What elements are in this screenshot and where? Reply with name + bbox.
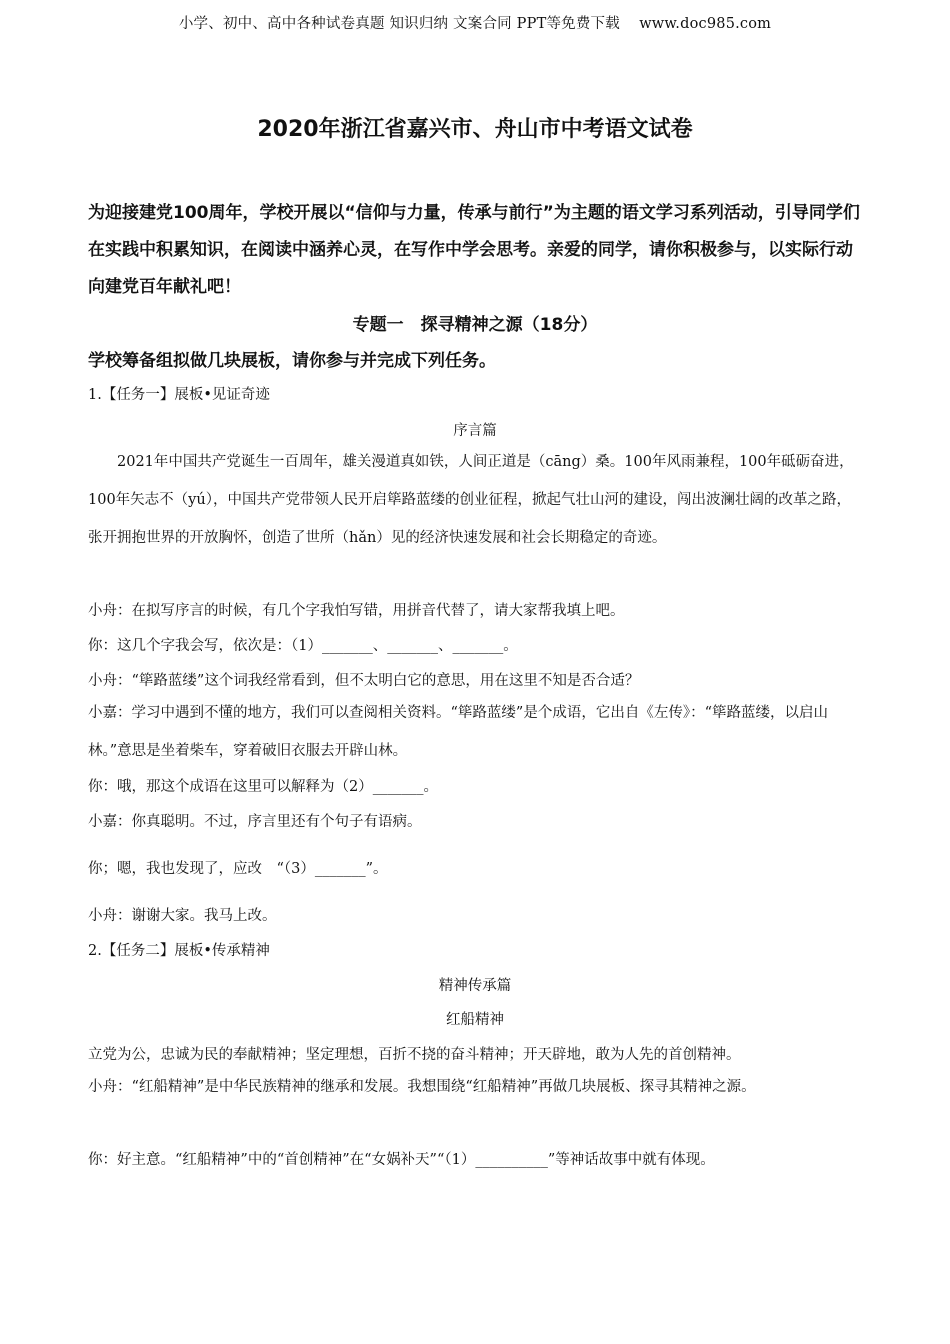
q1-dialog-3: 小舟：“筚路蓝缕”这个词我经常看到，但不太明白它的意思，用在这里不知是否合适？ xyxy=(88,673,640,689)
q1-dialog-8: 小舟：谢谢大家。我马上改。 xyxy=(88,908,277,924)
q1-dialog-5: 你：哦，那这个成语在这里可以解释为（2）_______。 xyxy=(88,779,438,795)
q1-dialog-4: 小嘉：学习中遇到不懂的地方，我们可以查阅相关资料。“筚路蓝缕”是个成语，它出自《左传》：“筚路蓝缕，以启山林。”意思是坐着柴车，穿着破旧衣服去开辟山林。 xyxy=(88,705,828,759)
q1-dialog-6: 小嘉：你真聪明。不过，序言里还有个句子有语病。 xyxy=(88,814,422,830)
q1-passage: 2021年中国共产党诞生一百周年，雄关漫道真如铁，人间正道是（cāng）桑。100年风雨兼程，100年砥砺奋进，100年矢志不（yú），中国共产党带领人民开启筚路蓝缕的创业征程，掀起气壮山河的建设，闯出波澜壮阔的改革之路，张开拥抱世界的开放胸怀，创造了世所（hǎn）见的经济快速发展和社会长期稳定的奇迹。 xyxy=(88,454,854,546)
q1-subtitle: 序言篇 xyxy=(453,423,497,439)
section-description: 学校筹备组拟做几块展板，请你参与并完成下列任务。 xyxy=(88,351,496,371)
intro-paragraph: 为迎接建党100周年，学校开展以“信仰与力量，传承与前行”为主题的语文学习系列活动，引导同学们在实践中积累知识，在阅读中涵养心灵，在写作中学会思考。亲爱的同学，请你积极参与，以实际行动向建党百年献礼吧！ xyxy=(88,203,860,297)
q2-subtitle-1: 精神传承篇 xyxy=(438,978,512,994)
question-2-heading: 2.【任务二】展板•传承精神 xyxy=(88,943,270,959)
question-1-heading: 1.【任务一】展板•见证奇迹 xyxy=(88,387,270,403)
q1-dialog-1: 小舟：在拟写序言的时候，有几个字我怕写错，用拼音代替了，请大家帮我填上吧。 xyxy=(88,603,625,619)
page-header: 小学、初中、高中各种试卷真题 知识归纳 文案合同 PPT等免费下载 www.doc985.com xyxy=(178,16,772,32)
q1-dialog-7: 你；嗯，我也发现了，应改 “（3）_______”。 xyxy=(88,861,388,877)
q1-dialog-2: 你：这几个字我会写，依次是：（1）_______、_______、_______。 xyxy=(88,638,518,654)
q2-spirit-line: 立党为公，忠诚为民的奉献精神；坚定理想，百折不挠的奋斗精神；开天辟地，敢为人先的首创精神。 xyxy=(88,1047,741,1063)
q2-dialog-2: 你：好主意。“红船精神”中的“首创精神”在“女娲补天”“（1）__________”等神话故事中就有体现。 xyxy=(88,1152,715,1168)
section-title: 专题一 探寻精神之源（18分） xyxy=(352,315,598,335)
q2-subtitle-2: 红船精神 xyxy=(446,1012,504,1028)
q2-dialog-1: 小舟：“红船精神”是中华民族精神的继承和发展。我想围绕“红船精神”再做几块展板、探寻其精神之源。 xyxy=(88,1079,756,1095)
exam-title: 2020年浙江省嘉兴市、舟山市中考语文试卷 xyxy=(257,117,693,142)
